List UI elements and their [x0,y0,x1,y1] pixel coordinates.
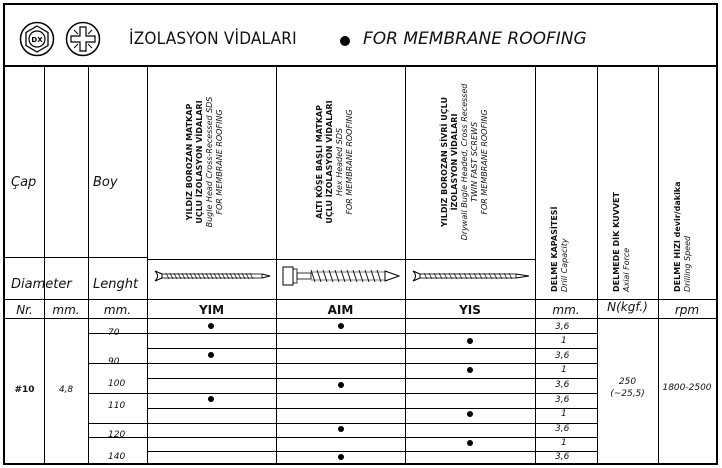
unit-nr: Nr. [16,303,33,317]
unit-mm-length: mm. [103,303,132,317]
capacity-value: 1 [561,336,567,346]
length-110: 110 [108,401,126,411]
bullet-icon [340,36,350,46]
dx-logo-icon [19,21,55,57]
availability-dot [338,426,344,432]
availability-dot [208,323,214,329]
length-70: 70 [108,328,120,338]
diameter-label-tr: Çap [11,175,37,190]
yim-screw-icon [152,265,274,287]
aim-product-header: ALTI KÖŞE BAŞLI MATKAP UÇLU İZOLASYON VİDALARI Hex Headed SDS FOR MEMBRANE ROOFING [315,100,354,224]
length-100: 100 [108,379,126,389]
axial-force-value: 250 [618,377,637,387]
capacity-value: 3,6 [555,424,570,434]
length-140: 140 [108,452,126,462]
length-label-en: Lenght [93,277,139,292]
page-subtitle: FOR MEMBRANE ROOFING [363,29,587,49]
specification-table [3,67,718,465]
page-title: İZOLASYON VİDALARI [129,29,297,49]
header-bar [3,3,718,67]
capacity-value: 3,6 [555,395,570,405]
length-90: 90 [108,357,120,367]
drilling-speed-header: DELME HIZI devir/dakika Drilling Speed [673,181,692,292]
diameter-label-en: Diameter [11,277,72,292]
unit-rpm: rpm [674,303,700,317]
size-number: #10 [14,385,35,395]
capacity-value: 1 [561,438,567,448]
dx-logo-text: DX [31,36,43,44]
unit-mm-capacity: mm. [552,303,580,317]
length-label-tr: Boy [93,175,118,190]
yis-product-header: YILDIZ BOROZAN SİVRİ UÇLU İZOLASYON VİDALARI Drywall Bugle Headed, Cross Recessed TWIN FAST SCREWS FOR MEMBRANE ROOFING [440,83,489,241]
availability-dot [338,323,344,329]
availability-dot [338,382,344,388]
diameter-value: 4,8 [58,385,74,395]
yis-screw-icon [410,265,532,287]
unit-kgf: N(kgf.) [607,300,648,314]
drilling-speed-value: 1800-2500 [662,383,712,393]
code-aim: AIM [327,303,354,317]
availability-dot [467,411,473,417]
availability-dot [467,338,473,344]
capacity-value: 1 [561,365,567,375]
code-yis: YIS [459,303,481,317]
yim-product-header: YILDIZ BOROZAN MATKAP UÇLU İZOLASYON VİDALARI Bugle Head Cross-Recessed SDS FOR MEMBRANE ROOFING [185,96,224,228]
availability-dot [208,352,214,358]
code-yim: YIM [198,303,225,317]
capacity-value: 3,6 [555,380,570,390]
capacity-value: 3,6 [555,322,570,332]
capacity-value: 3,6 [555,351,570,361]
capacity-value: 3,6 [555,452,570,462]
availability-dot [338,454,344,460]
cross-screw-head-icon [65,21,101,57]
axial-force-kgf-value: (~25,5) [610,389,645,399]
unit-mm-diameter: mm. [52,303,80,317]
drill-capacity-header: DELME KAPASİTESİ Drill Capacity [550,206,569,292]
availability-dot [467,367,473,373]
capacity-value: 1 [561,409,567,419]
availability-dot [208,396,214,402]
availability-dot [467,440,473,446]
length-120: 120 [108,430,126,440]
axial-force-header: DELMEDE DİK KUVVET Axial Force [612,192,631,292]
aim-screw-icon [281,261,403,291]
